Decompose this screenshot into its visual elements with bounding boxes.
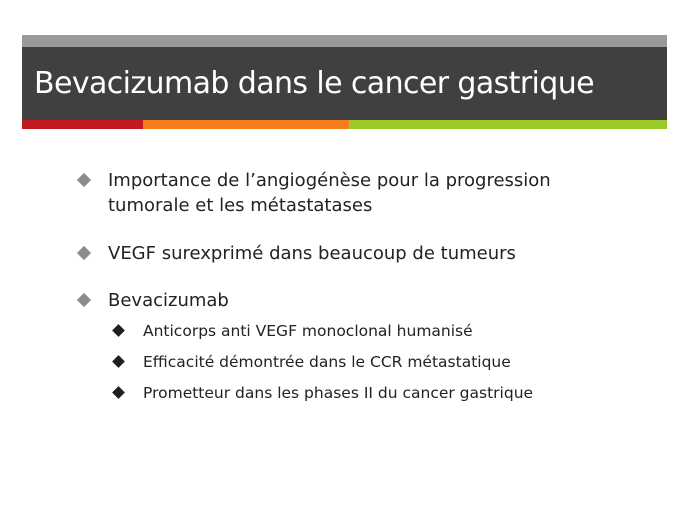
bullet-item	[108, 241, 516, 266]
bullet-item	[108, 168, 551, 218]
sub-bullet-item	[143, 383, 533, 403]
diamond-bullet-icon	[77, 173, 91, 187]
diamond-bullet-icon	[77, 293, 91, 307]
slide-title: Bevacizumab dans le cancer gastrique	[34, 66, 595, 101]
sub-bullet-item	[143, 352, 511, 372]
sub-bullet-item	[143, 321, 473, 341]
bullet-text-line: Efficacité démontrée dans le CCR métastatique	[143, 353, 511, 371]
bullet-text-line: Importance de l’angiogénèse pour la progression	[108, 170, 551, 191]
bullet-item	[108, 288, 229, 313]
bullet-text-line: tumorale et les métastatases	[108, 195, 373, 216]
bullet-text-line: Bevacizumab	[108, 290, 229, 311]
bullet-text-line: Anticorps anti VEGF monoclonal humanisé	[143, 322, 473, 340]
diamond-bullet-icon	[112, 386, 125, 399]
diamond-bullet-icon	[112, 324, 125, 337]
diamond-bullet-icon	[77, 246, 91, 260]
bullet-text-line: Prometteur dans les phases II du cancer gastrique	[143, 384, 534, 402]
bullet-text-line: VEGF surexprimé dans beaucoup de tumeurs	[108, 243, 516, 264]
diamond-bullet-icon	[112, 355, 125, 368]
